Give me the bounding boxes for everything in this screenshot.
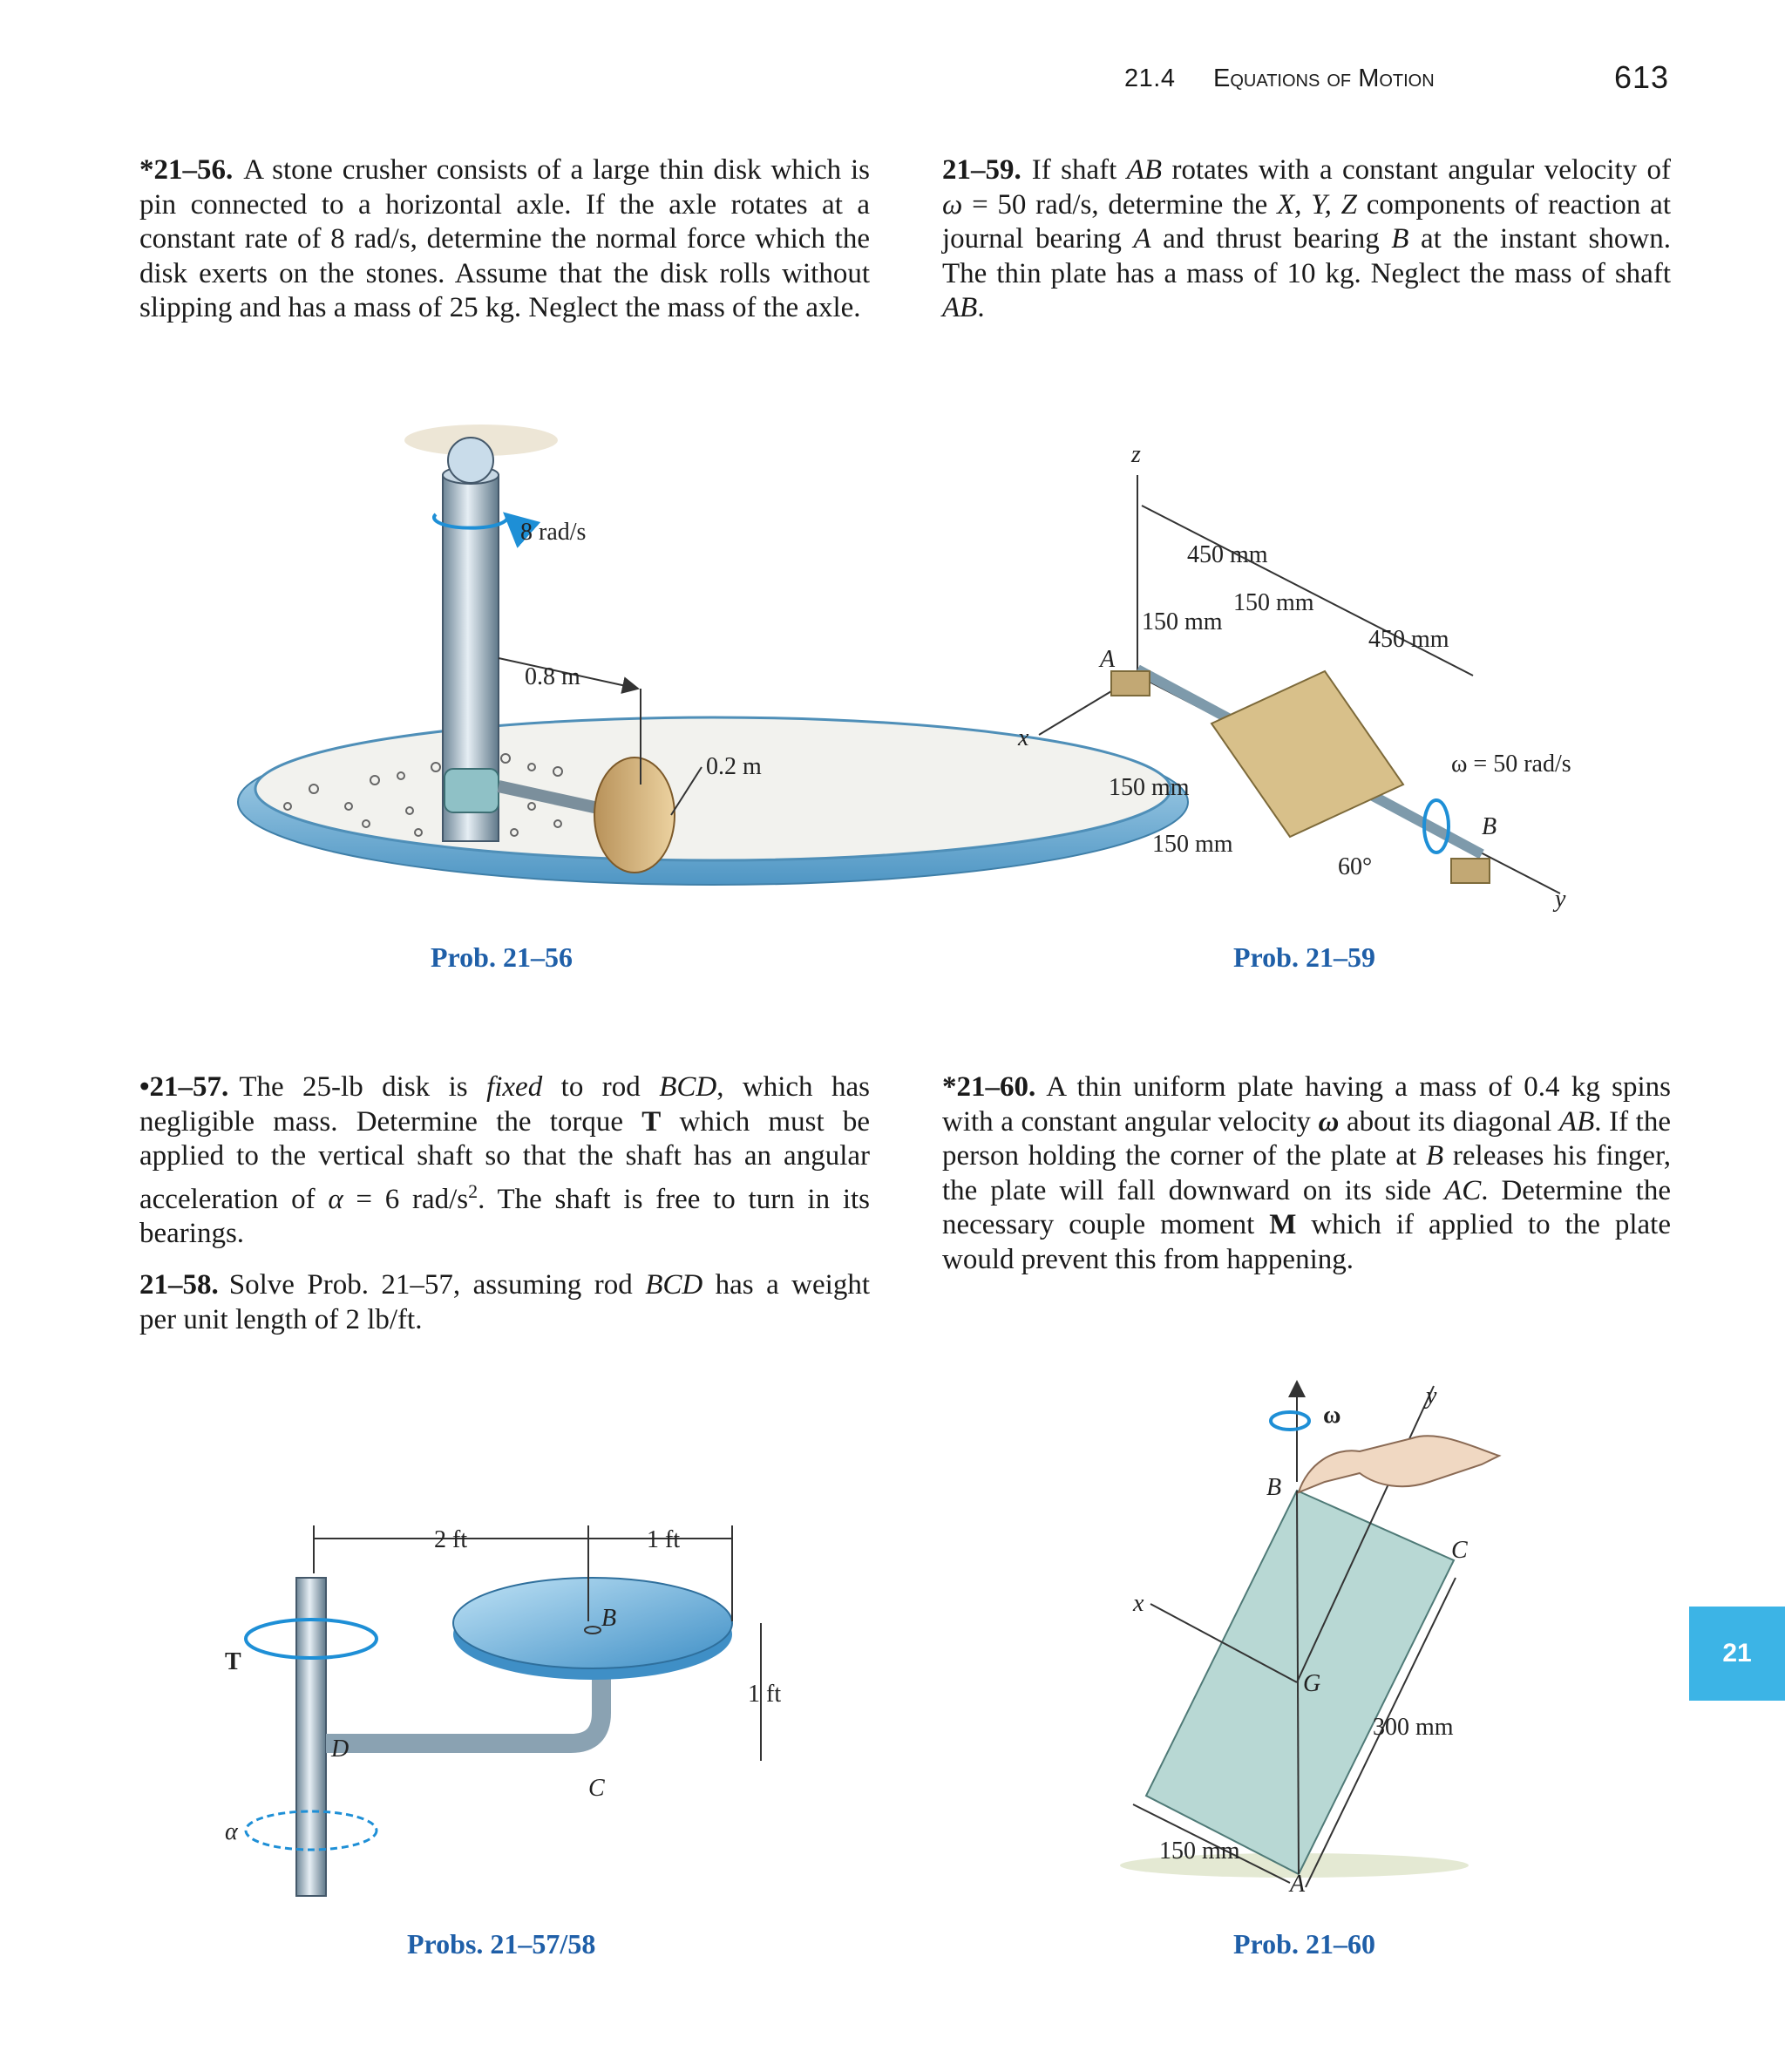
text-span: , which has negligible mass. Determine the torque xyxy=(139,1071,870,1138)
label-150mm-b: 150 mm xyxy=(1233,589,1314,616)
text-span: which must be applied to the vertical shaft so that the shaft has an angular acceleration of xyxy=(139,1105,870,1215)
hand-icon xyxy=(1299,1436,1499,1492)
text-span: ω xyxy=(1318,1105,1340,1138)
label-300mm: 300 mm xyxy=(1373,1714,1454,1741)
label-0-2-m: 0.2 m xyxy=(706,753,762,780)
figure-disk-rod xyxy=(225,1525,781,1896)
label-x: x xyxy=(1133,1590,1144,1617)
label-c: C xyxy=(588,1775,605,1802)
problem-number: •21–57. xyxy=(139,1071,229,1103)
label-1ft: 1 ft xyxy=(647,1526,681,1553)
label-450mm-top: 450 mm xyxy=(1187,541,1268,568)
chapter-tab: 21 xyxy=(1689,1607,1785,1701)
label-x: x xyxy=(1018,724,1029,751)
text-span: T xyxy=(641,1105,662,1138)
text-span: A thin uniform plate having a mass of 0.4 kg spins with a constant angular velocity xyxy=(942,1071,1671,1138)
label-150mm-a: 150 mm xyxy=(1142,608,1223,635)
text-span: . If the person holding the corner of the plate at xyxy=(942,1105,1671,1172)
figure-stone-crusher xyxy=(238,425,1188,885)
journal-bearing-a xyxy=(1111,671,1150,696)
problem-number: 21–59. xyxy=(942,154,1021,186)
text-span: BCD xyxy=(659,1071,717,1103)
label-b: B xyxy=(601,1605,617,1632)
text-span: . xyxy=(977,292,985,323)
plate xyxy=(1146,1491,1454,1874)
problem-number: 21–58. xyxy=(139,1269,219,1301)
text-span: rotates with a constant angular velocity of xyxy=(1162,154,1671,186)
text-span: = 6 rad/s xyxy=(343,1183,469,1215)
label-y: y xyxy=(1555,886,1566,913)
label-c: C xyxy=(1451,1537,1468,1564)
label-a: A xyxy=(1100,646,1116,673)
label-b: B xyxy=(1482,813,1497,840)
label-y: y xyxy=(1426,1382,1437,1410)
axle-bearing xyxy=(448,438,493,483)
text-span: AB xyxy=(1126,154,1163,186)
basin-floor xyxy=(255,717,1171,860)
crusher-disk xyxy=(594,757,675,873)
label-150mm-c: 150 mm xyxy=(1109,774,1190,801)
label-omega-50: ω = 50 rad/s xyxy=(1451,751,1571,778)
running-title-text: Equations of Motion xyxy=(1213,65,1435,92)
label-150mm-d: 150 mm xyxy=(1152,831,1233,858)
label-1ft-vertical: 1 ft xyxy=(748,1681,782,1708)
text-span: BCD xyxy=(645,1269,703,1301)
label-2ft: 2 ft xyxy=(434,1526,468,1553)
label-g: G xyxy=(1303,1670,1321,1697)
text-span: which if applied to the plate would prevent this from happening. xyxy=(942,1209,1671,1275)
label-a: A xyxy=(1290,1871,1306,1898)
text-span: . The shaft is free to turn in its bearings. xyxy=(139,1183,870,1249)
text-span: 2 xyxy=(468,1179,478,1202)
text-span: to rod xyxy=(542,1071,660,1103)
page-number: 613 xyxy=(1614,59,1670,95)
caption-prob-21-60: Prob. 21–60 xyxy=(1233,1928,1375,1960)
label-t: T xyxy=(225,1648,241,1675)
figure-thin-plate xyxy=(1120,1382,1499,1898)
text-span: α xyxy=(328,1183,343,1215)
text-span: B xyxy=(1391,223,1409,255)
disk-b xyxy=(453,1578,732,1668)
text-span: If shaft xyxy=(1031,154,1127,186)
thin-plate xyxy=(1211,671,1403,837)
axle-collar xyxy=(445,769,499,812)
text-span: Solve Prob. 21–57, assuming rod xyxy=(228,1269,646,1301)
caption-probs-21-57-58: Probs. 21–57/58 xyxy=(407,1928,596,1960)
problem-number: *21–56. xyxy=(139,154,234,186)
text-span: The 25-lb disk is xyxy=(239,1071,487,1103)
text-span: has a weight per unit length of 2 lb/ft. xyxy=(139,1269,870,1335)
label-z: z xyxy=(1131,441,1141,468)
problem-text: A stone crusher consists of a large thin disk which is pin connected to a horizontal axle. If the axle rotates at a constant rate of 8 rad/s, determine the normal force which the disk exerts on the stones. Assume that the disk rolls without slipping and has a mass of 25 kg. Neglect the mass of the axle. xyxy=(139,154,870,323)
label-0-8-m: 0.8 m xyxy=(525,663,580,690)
section-number: 21.4 xyxy=(1124,65,1176,92)
label-150mm: 150 mm xyxy=(1159,1838,1240,1865)
text-span: AC xyxy=(1444,1174,1482,1206)
label-b: B xyxy=(1266,1474,1282,1501)
problem-number: *21–60. xyxy=(942,1071,1036,1103)
label-60deg: 60° xyxy=(1338,853,1373,880)
label-alpha: α xyxy=(225,1818,238,1845)
label-omega-8: 8 rad/s xyxy=(520,519,587,546)
text-span: and thrust bearing xyxy=(1150,223,1392,255)
text-span: M xyxy=(1269,1209,1297,1240)
text-span: AB xyxy=(942,292,978,323)
text-span: about its diagonal xyxy=(1339,1105,1559,1138)
caption-prob-21-56: Prob. 21–56 xyxy=(431,941,573,973)
text-span: components of reaction at journal bearing xyxy=(942,188,1671,255)
text-span: at the instant shown. The thin plate has a mass of 10 kg. Neglect the mass of shaft xyxy=(942,223,1671,289)
text-span: A xyxy=(1133,223,1151,255)
text-span: X, Y, Z xyxy=(1277,188,1357,221)
label-omega: ω xyxy=(1323,1402,1341,1429)
text-span: fixed xyxy=(486,1071,543,1103)
label-d: D xyxy=(331,1736,350,1763)
thrust-bearing-b xyxy=(1451,859,1490,883)
text-span: ω xyxy=(942,188,963,221)
text-span: releases his finger, the plate will fall downward on its side xyxy=(942,1140,1672,1206)
label-450mm-right: 450 mm xyxy=(1368,626,1449,653)
text-span: B xyxy=(1425,1140,1444,1172)
text-span: . Determine the necessary couple moment xyxy=(942,1174,1671,1240)
text-span: = 50 rad/s, determine the xyxy=(962,188,1278,221)
text-span: AB xyxy=(1558,1105,1595,1138)
omega-rotation-icon xyxy=(1271,1412,1309,1430)
caption-prob-21-59: Prob. 21–59 xyxy=(1233,941,1375,973)
